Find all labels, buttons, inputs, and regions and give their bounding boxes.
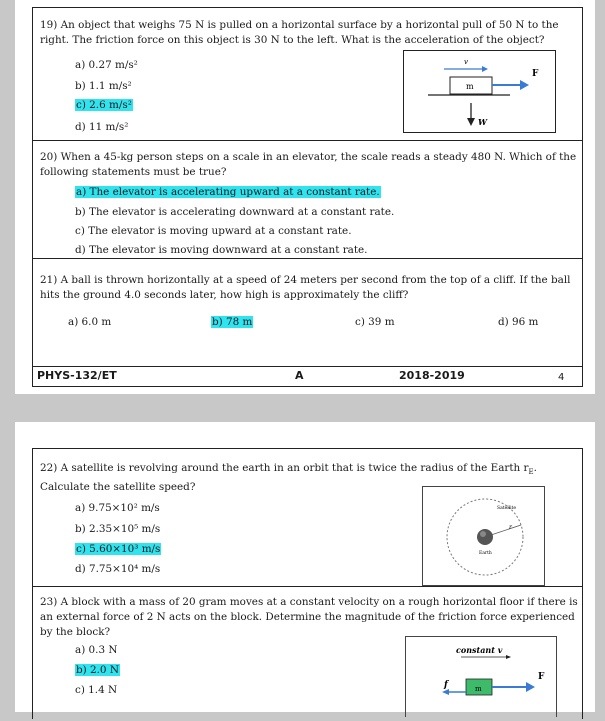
- pull-arrow-head: [520, 80, 529, 90]
- applied-force-head: [526, 682, 535, 692]
- academic-year: 2018-2019: [399, 369, 465, 382]
- option-21-d[interactable]: d) 96 m: [498, 316, 539, 328]
- option-21-b[interactable]: b) 78 m: [212, 316, 253, 328]
- exam-page-2: [15, 422, 595, 712]
- option-22-a[interactable]: a) 9.75×10² m/s: [75, 502, 160, 514]
- diagram-23: [405, 636, 557, 717]
- earth-label: Earth: [479, 551, 492, 556]
- velocity-label: v: [464, 58, 468, 66]
- course-code: PHYS-132/ET: [37, 369, 117, 382]
- option-19-d[interactable]: d) 11 m/s²: [75, 121, 129, 133]
- question-23-text: 23) A block with a mass of 20 gram moves at a constant velocity on a rough horizontal floor if there is an external force of 2 N acts on the block. Determine the magnitude of the friction force experienced by the block?: [40, 596, 578, 638]
- question-20-text: 20) When a 45-kg person steps on a scale in an elevator, the scale reads a steady 480 N. Which of the following statements must be true?: [40, 151, 577, 178]
- question-21-text: 21) A ball is thrown horizontally at a speed of 24 meters per second from the top of a cliff. If the ball hits the ground 4.0 seconds later, how high is approximately the cliff?: [40, 274, 571, 301]
- block-diagram: [406, 637, 556, 717]
- option-22-b[interactable]: b) 2.35×10⁵ m/s: [75, 523, 161, 535]
- option-19-b[interactable]: b) 1.1 m/s²: [75, 80, 132, 92]
- earth-shade: [480, 531, 486, 537]
- orbit-diagram: [423, 487, 544, 585]
- option-23-c[interactable]: c) 1.4 N: [75, 684, 118, 696]
- divider: [33, 140, 582, 141]
- block-label: m: [475, 685, 482, 693]
- option-19-a[interactable]: a) 0.27 m/s²: [75, 59, 138, 71]
- option-23-a[interactable]: a) 0.3 N: [75, 644, 118, 656]
- divider: [33, 366, 582, 367]
- question-19-text: 19) An object that weighs 75 N is pulled on a horizontal surface by a horizontal pull of 50 N to the right. The friction force on this object is 30 N to the left. What is the acceleration of the object?: [40, 19, 559, 46]
- question-22-text: 22) A satellite is revolving around the earth in an orbit that is twice the radius of the Earth $r_E$. Calculate the satellite speed?: [40, 462, 537, 494]
- weight-arrow-head: [467, 118, 475, 126]
- option-20-b[interactable]: b) The elevator is accelerating downward at a constant rate.: [75, 206, 395, 218]
- radius-line: [485, 525, 521, 537]
- applied-force-label: F: [538, 672, 545, 682]
- option-21-c[interactable]: c) 39 m: [355, 316, 395, 328]
- exam-version: A: [295, 369, 304, 382]
- weight-label: W: [478, 117, 487, 127]
- option-23-b[interactable]: b) 2.0 N: [76, 664, 119, 676]
- constant-v-label: constant v: [456, 645, 503, 655]
- option-20-a[interactable]: a) The elevator is accelerating upward at a constant rate.: [76, 186, 380, 198]
- exam-page-1: [15, 0, 595, 394]
- friction-label: f: [444, 680, 448, 690]
- diagram-19: [403, 50, 556, 133]
- option-20-d[interactable]: d) The elevator is moving downward at a constant rate.: [75, 244, 368, 256]
- block-label: m: [466, 82, 474, 91]
- force-diagram: [404, 51, 555, 132]
- satellite-label: Satellite: [497, 506, 517, 511]
- page-number: 4: [558, 372, 565, 383]
- diagram-22: [422, 486, 545, 586]
- velocity-arrow-head: [482, 66, 488, 72]
- option-19-c[interactable]: c) 2.6 m/s²: [76, 99, 132, 111]
- option-22-d[interactable]: d) 7.75×10⁴ m/s: [75, 563, 161, 575]
- divider: [33, 258, 582, 259]
- radius-label: r: [509, 524, 512, 531]
- force-label: F: [532, 69, 539, 79]
- option-22-c[interactable]: c) 5.60×10³ m/s: [76, 543, 161, 555]
- option-21-a[interactable]: a) 6.0 m: [68, 316, 112, 328]
- velocity-arrow-head: [506, 655, 511, 659]
- option-20-c[interactable]: c) The elevator is moving upward at a constant rate.: [75, 225, 352, 237]
